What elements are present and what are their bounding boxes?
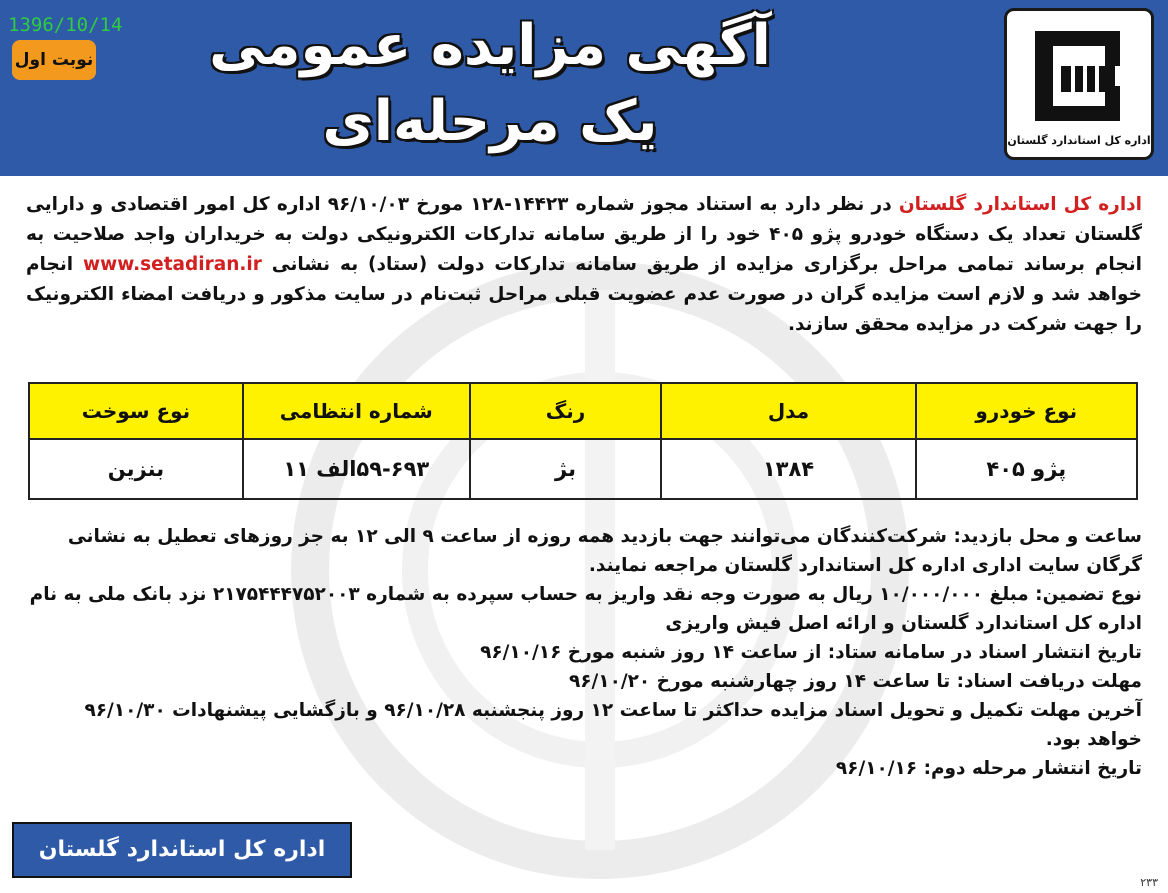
col-color: رنگ xyxy=(470,383,662,439)
docs-publish-date: تاریخ انتشار اسناد در سامانه ستاد: از ساعت ۱۴ روز شنبه مورخ ۹۶/۱۰/۱۶ xyxy=(480,642,1142,663)
vehicle-table xyxy=(28,382,1138,500)
col-plate-number: شماره انتظامی xyxy=(243,383,470,439)
cell-model: ۱۳۸۴ xyxy=(661,439,915,499)
cell-vehicle-type: پژو ۴۰۵ xyxy=(916,439,1137,499)
cell-color: بژ xyxy=(470,439,662,499)
docs-receive-deadline: مهلت دریافت اسناد: تا ساعت ۱۴ روز چهارشنبه مورخ ۹۶/۱۰/۲۰ xyxy=(568,671,1142,692)
visit-info: ساعت و محل بازدید: شرکت‌کنندگان می‌توانند جهت بازدید همه روزه از ساعت ۹ الی ۱۲ به جز روزهای تعطیل به نشانی گرگان سایت اداری اداره کل استاندارد گلستان مراجعه نمایند. xyxy=(67,526,1142,576)
second-round-date: تاریخ انتشار مرحله دوم: ۹۶/۱۰/۱۶ xyxy=(835,758,1142,779)
standard-logo-icon xyxy=(1025,21,1135,131)
logo-caption: اداره کل استاندارد گلستان xyxy=(1007,134,1151,147)
col-fuel-type: نوع سوخت xyxy=(29,383,243,439)
intro-paragraph xyxy=(26,190,1142,340)
table-header-row xyxy=(29,383,1137,439)
table-row xyxy=(29,439,1137,499)
col-vehicle-type: نوع خودرو xyxy=(916,383,1137,439)
intro-text-a: در نظر دارد به استناد مجوز شماره ۱۴۴۲۳-۱۲۸ مورخ ۹۶/۱۰/۰۳ اداره کل امور اقتصادی و دارایی گلستان تعداد یک دستگاه خودرو پژو ۴۰۵ خود را از طریق سامانه تدارکات الکترونیکی دولت به خریداران واجد صلاحیت به انجام برساند تمامی مراحل برگزاری مزایده از طریق سامانه تدارکات دولت (ستاد) به نشانی xyxy=(26,194,1143,275)
cell-plate-number: ۵۹-۶۹۳الف ۱۱ xyxy=(243,439,470,499)
header-banner xyxy=(0,0,1168,176)
guarantee-info: نوع تضمین: مبلغ ۱۰/۰۰۰/۰۰۰ ریال به صورت وجه نقد واریز به حساب سپرده به شماره ۲۱۷۵۴۴۴۷۵۲۰۰۳ نزد بانک ملی به نام اداره کل استاندارد گلستان و ارائه اصل فیش واریزی xyxy=(29,584,1142,634)
round-badge: نوبت اول xyxy=(12,40,96,80)
intro-text-b: انجام خواهد شد و لازم است مزایده گران در صورت عدم عضویت قبلی مراحل ثبت‌نام در سایت مذکور و دریافت امضاء الکترونیک را جهت شرکت در مزایده محقق سازند. xyxy=(26,254,1142,335)
title-line-1: آگهی مزایده عمومی xyxy=(209,13,771,78)
submission-deadline: آخرین مهلت تکمیل و تحویل اسناد مزایده حداکثر تا ساعت ۱۲ روز پنجشنبه ۹۶/۱۰/۲۸ و بازگشایی پیشنهادات ۹۶/۱۰/۳۰ خواهد بود. xyxy=(84,700,1142,750)
date-stamp: 1396/10/14 xyxy=(8,14,123,36)
title-line-2: یک مرحله‌ای xyxy=(322,89,658,154)
col-model: مدل xyxy=(661,383,915,439)
setadiran-link[interactable]: www.setadiran.ir xyxy=(83,254,262,275)
page-number: ۲۳۳ xyxy=(1140,876,1158,889)
logo-box xyxy=(1004,8,1154,160)
details-section xyxy=(26,522,1142,783)
footer-org-name: اداره کل استاندارد گلستان xyxy=(12,822,352,878)
cell-fuel-type: بنزین xyxy=(29,439,243,499)
intro-org-highlight: اداره کل استاندارد گلستان xyxy=(898,194,1143,215)
